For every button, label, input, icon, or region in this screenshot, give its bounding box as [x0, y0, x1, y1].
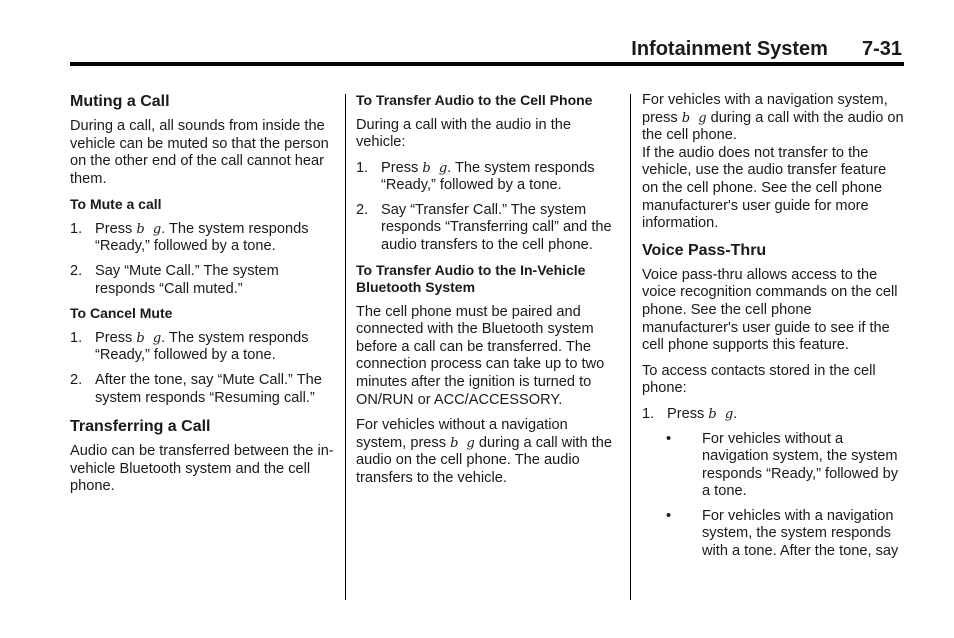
mute-step-1: 1. Press b g. The system responds “Ready,” followed by a tone. [70, 220, 309, 255]
voice-icon: g [698, 110, 707, 126]
phone-icon: b [136, 221, 145, 237]
muting-paragraph: During a call, all sounds from inside the vehicle can be muted so that the person on the other end of the call cannot hear them. [70, 118, 329, 187]
phone-icon: b [136, 330, 145, 346]
page-number: 7-31 [861, 38, 902, 60]
cancel-step-1: 1. Press b g. The system responds “Ready,” followed by a tone. [70, 329, 309, 364]
phone-step-1: 1. Press b g. The system responds “Ready,” followed by a tone. [356, 159, 595, 194]
without-nav-paragraph: For vehicles without a navigation system, press b g during a call with the audio on the cell phone. The audio transfers to the vehicle. [356, 417, 612, 486]
column-1 [70, 92, 334, 504]
muting-heading: Muting a Call [70, 93, 170, 110]
column-3 [642, 92, 906, 568]
column-2 [356, 92, 620, 496]
column-divider-2 [630, 94, 631, 600]
voice-icon: g [466, 435, 475, 451]
phone-icon: b [708, 406, 717, 422]
cancel-mute-heading: To Cancel Mute [70, 305, 173, 322]
passthru-paragraph: Voice pass-thru allows access to the voice recognition commands on the cell phone. See the cell phone manufacturer's user guide to see if the cell phone supports this feature. [642, 266, 898, 354]
mute-step-2: 2. Say “Mute Call.” The system responds “Call muted.” [70, 263, 279, 297]
with-nav-paragraph: For vehicles with a navigation system, press b g during a call with the audio on the cell phone. [642, 92, 904, 144]
phone-icon: b [422, 160, 431, 176]
phone-icon: b [681, 110, 691, 126]
phone-icon: b [450, 435, 459, 451]
transferring-paragraph: Audio can be transferred between the in-vehicle Bluetooth system and the cell phone. [70, 443, 334, 495]
no-transfer-paragraph: If the audio does not transfer to the vehicle, use the audio transfer feature on the cell phone. See the cell phone manufacturer's user guide for more information. [642, 144, 887, 232]
phone-step-2: 2. Say “Transfer Call.” The system responds “Transferring call” and the audio transfers to the cell phone. [356, 201, 612, 254]
to-vehicle-paragraph: The cell phone must be paired and connected with the Bluetooth system before a call can be transferred. The connection process can take up to two minutes after the ignition is turned to ON/RUN or ACC/ACCESSORY. [356, 303, 605, 408]
to-phone-paragraph: During a call with the audio in the vehicle: [356, 116, 571, 151]
voice-icon: g [724, 406, 734, 422]
column-divider-1 [345, 94, 346, 600]
voice-icon: g [438, 160, 448, 176]
to-vehicle-heading: To Transfer Audio to the In-Vehicle Bluetooth System [356, 261, 586, 296]
bullet-item-2: • For vehicles with a navigation system, the system responds with a tone. After the tone, say [666, 507, 899, 560]
contacts-paragraph: To access contacts stored in the cell phone: [642, 362, 876, 397]
to-mute-heading: To Mute a call [70, 196, 162, 213]
header-rule [70, 62, 904, 66]
section-title: Infotainment System [631, 38, 828, 60]
transferring-heading: Transferring a Call [70, 418, 211, 436]
cancel-step-2: 2. After the tone, say “Mute Call.” The system responds “Resuming call.” [70, 371, 322, 406]
passthru-heading: Voice Pass-Thru [642, 241, 767, 259]
bullet-item-1: • For vehicles without a navigation system, the system responds “Ready,” followed by a tone. [666, 430, 899, 500]
voice-icon: g [152, 221, 162, 237]
contacts-step-1: 1. Press b g. [642, 405, 738, 422]
voice-icon: g [152, 330, 162, 346]
to-phone-heading: To Transfer Audio to the Cell Phone [356, 92, 593, 108]
page-header [631, 38, 902, 61]
